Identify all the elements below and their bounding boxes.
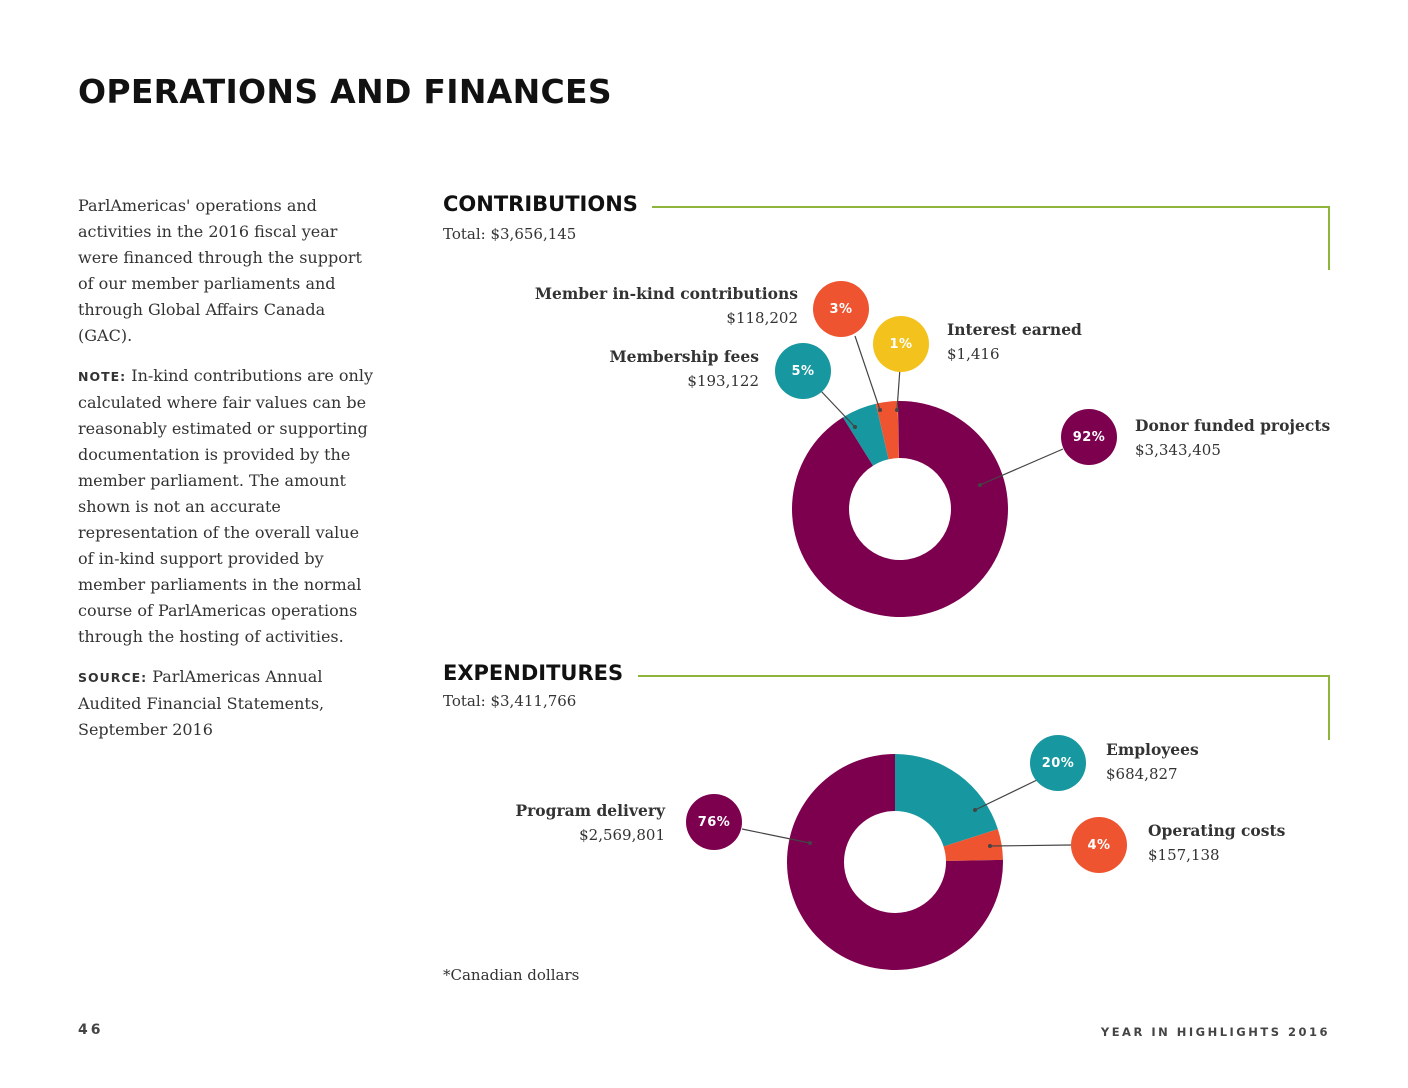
contributions-rule [652, 207, 1329, 270]
label-name: Employees [1106, 740, 1199, 759]
label-name: Interest earned [947, 320, 1082, 339]
label-donor-funded [1135, 413, 1330, 463]
label-value: $157,138 [1148, 846, 1220, 864]
label-value: $118,202 [726, 309, 798, 327]
label-value: $2,569,801 [579, 826, 665, 844]
label-value: $1,416 [947, 345, 1000, 363]
page-title: OPERATIONS AND FINANCES [78, 72, 612, 111]
label-value: $684,827 [1106, 765, 1178, 783]
bubble-interest-earned: 1% [873, 316, 929, 372]
label-name: Donor funded projects [1135, 416, 1331, 435]
contributions-donut [792, 401, 1008, 617]
label-operating-costs [1148, 818, 1285, 868]
contributions-heading: CONTRIBUTIONS [443, 192, 638, 216]
source-label: SOURCE: [78, 670, 148, 685]
expenditures-heading: EXPENDITURES [443, 661, 624, 685]
label-employees [1106, 737, 1199, 787]
label-interest-earned [947, 317, 1082, 367]
note-text: In-kind contributions are only calculated where fair values can be reasonably estimated or supporting documentation is provided by the member parliament. The amount shown is not an accurate representation of the overall value of in-kind support provided by member parliaments in the normal course of ParlAmericas operations through the hosting of activities. [78, 366, 373, 646]
source-text: ParlAmericas Annual Audited Financial Statements, September 2016 [78, 667, 325, 739]
bubble-member-in-kind: 3% [813, 281, 869, 337]
running-footer: YEAR IN HIGHLIGHTS 2016 [1100, 1025, 1330, 1039]
expenditures-total: Total: $3,411,766 [443, 692, 577, 710]
label-value: $193,122 [687, 372, 759, 390]
page-number: 46 [78, 1022, 104, 1038]
contributions-total: Total: $3,656,145 [443, 225, 577, 243]
leader-line-operating-costs [990, 845, 1071, 846]
note-label: NOTE: [78, 369, 127, 384]
label-name: Operating costs [1148, 821, 1286, 840]
donut-slice-donor-funded-projects [792, 401, 1008, 617]
label-value: $3,343,405 [1135, 441, 1221, 459]
label-name: Program delivery [515, 801, 665, 820]
label-membership-fees [609, 344, 759, 394]
expenditures-rule [638, 676, 1329, 740]
bubble-program-delivery: 76% [686, 794, 742, 850]
label-program-delivery [515, 798, 665, 848]
donut-slice-employees [895, 754, 998, 846]
bubble-employees: 20% [1030, 735, 1086, 791]
expenditures-donut [787, 754, 1003, 970]
bubble-donor-funded: 92% [1061, 409, 1117, 465]
intro-paragraph: ParlAmericas' operations and activities in the 2016 fiscal year were financed through the support of our member parliaments and through Global Affairs Canada (GAC). [78, 196, 362, 345]
label-name: Member in-kind contributions [534, 284, 798, 303]
footnote: *Canadian dollars [443, 966, 580, 984]
leader-line-employees [975, 780, 1037, 810]
label-member-in-kind [535, 281, 798, 331]
bubble-operating-costs: 4% [1071, 817, 1127, 873]
bubble-membership-fees: 5% [775, 343, 831, 399]
label-name: Membership fees [609, 347, 759, 366]
